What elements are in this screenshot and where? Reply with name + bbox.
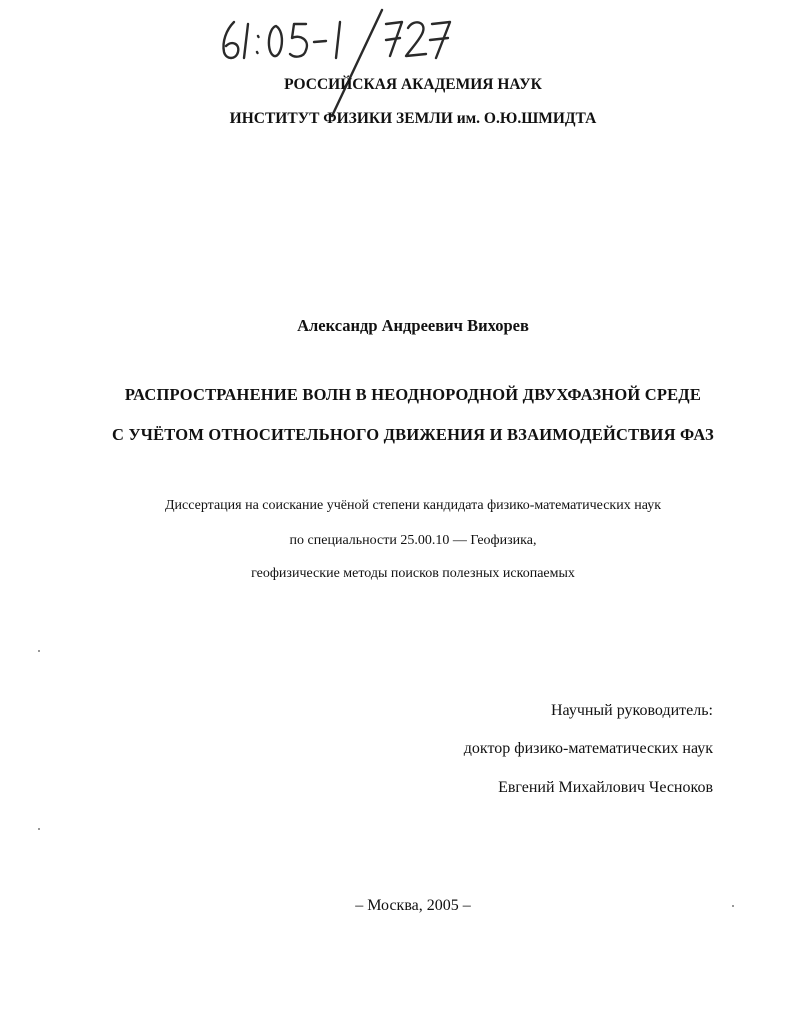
institute-name: ИНСТИТУТ ФИЗИКИ ЗЕМЛИ им. О.Ю.ШМИДТА [229,110,597,127]
dissertation-statement-line-3: геофизические методы поисков полезных ископаемых [251,566,575,581]
scan-speck [38,650,40,652]
supervisor-name: Евгений Михайлович Чесноков [498,779,713,796]
dissertation-statement-line-1: Диссертация на соискание учёной степени кандидата физико-математических наук [164,498,661,513]
dissertation-statement-line-2: по специальности 25.00.10 — Геофизика, [289,533,537,548]
scan-speck [38,828,40,830]
handwritten-catalog-number [214,8,474,118]
organization-name: РОССИЙСКАЯ АКАДЕМИЯ НАУК [284,76,542,93]
thesis-title-line-1: РАСПРОСТРАНЕНИЕ ВОЛН В НЕОДНОРОДНОЙ ДВУХФАЗНОЙ СРЕДЕ [124,385,702,404]
thesis-title-line-2: С УЧЁТОМ ОТНОСИТЕЛЬНОГО ДВИЖЕНИЯ И ВЗАИМОДЕЙСТВИЯ ФАЗ [112,425,714,444]
stamp-text: 61:05-1/727 [214,8,219,9]
author-name: Александр Андреевич Вихорев [297,316,529,335]
city-year: – Москва, 2005 – [355,897,471,914]
scan-speck [732,905,734,907]
supervisor-label: Научный руководитель: [550,702,713,719]
supervisor-degree: доктор физико-математических наук [463,740,713,757]
